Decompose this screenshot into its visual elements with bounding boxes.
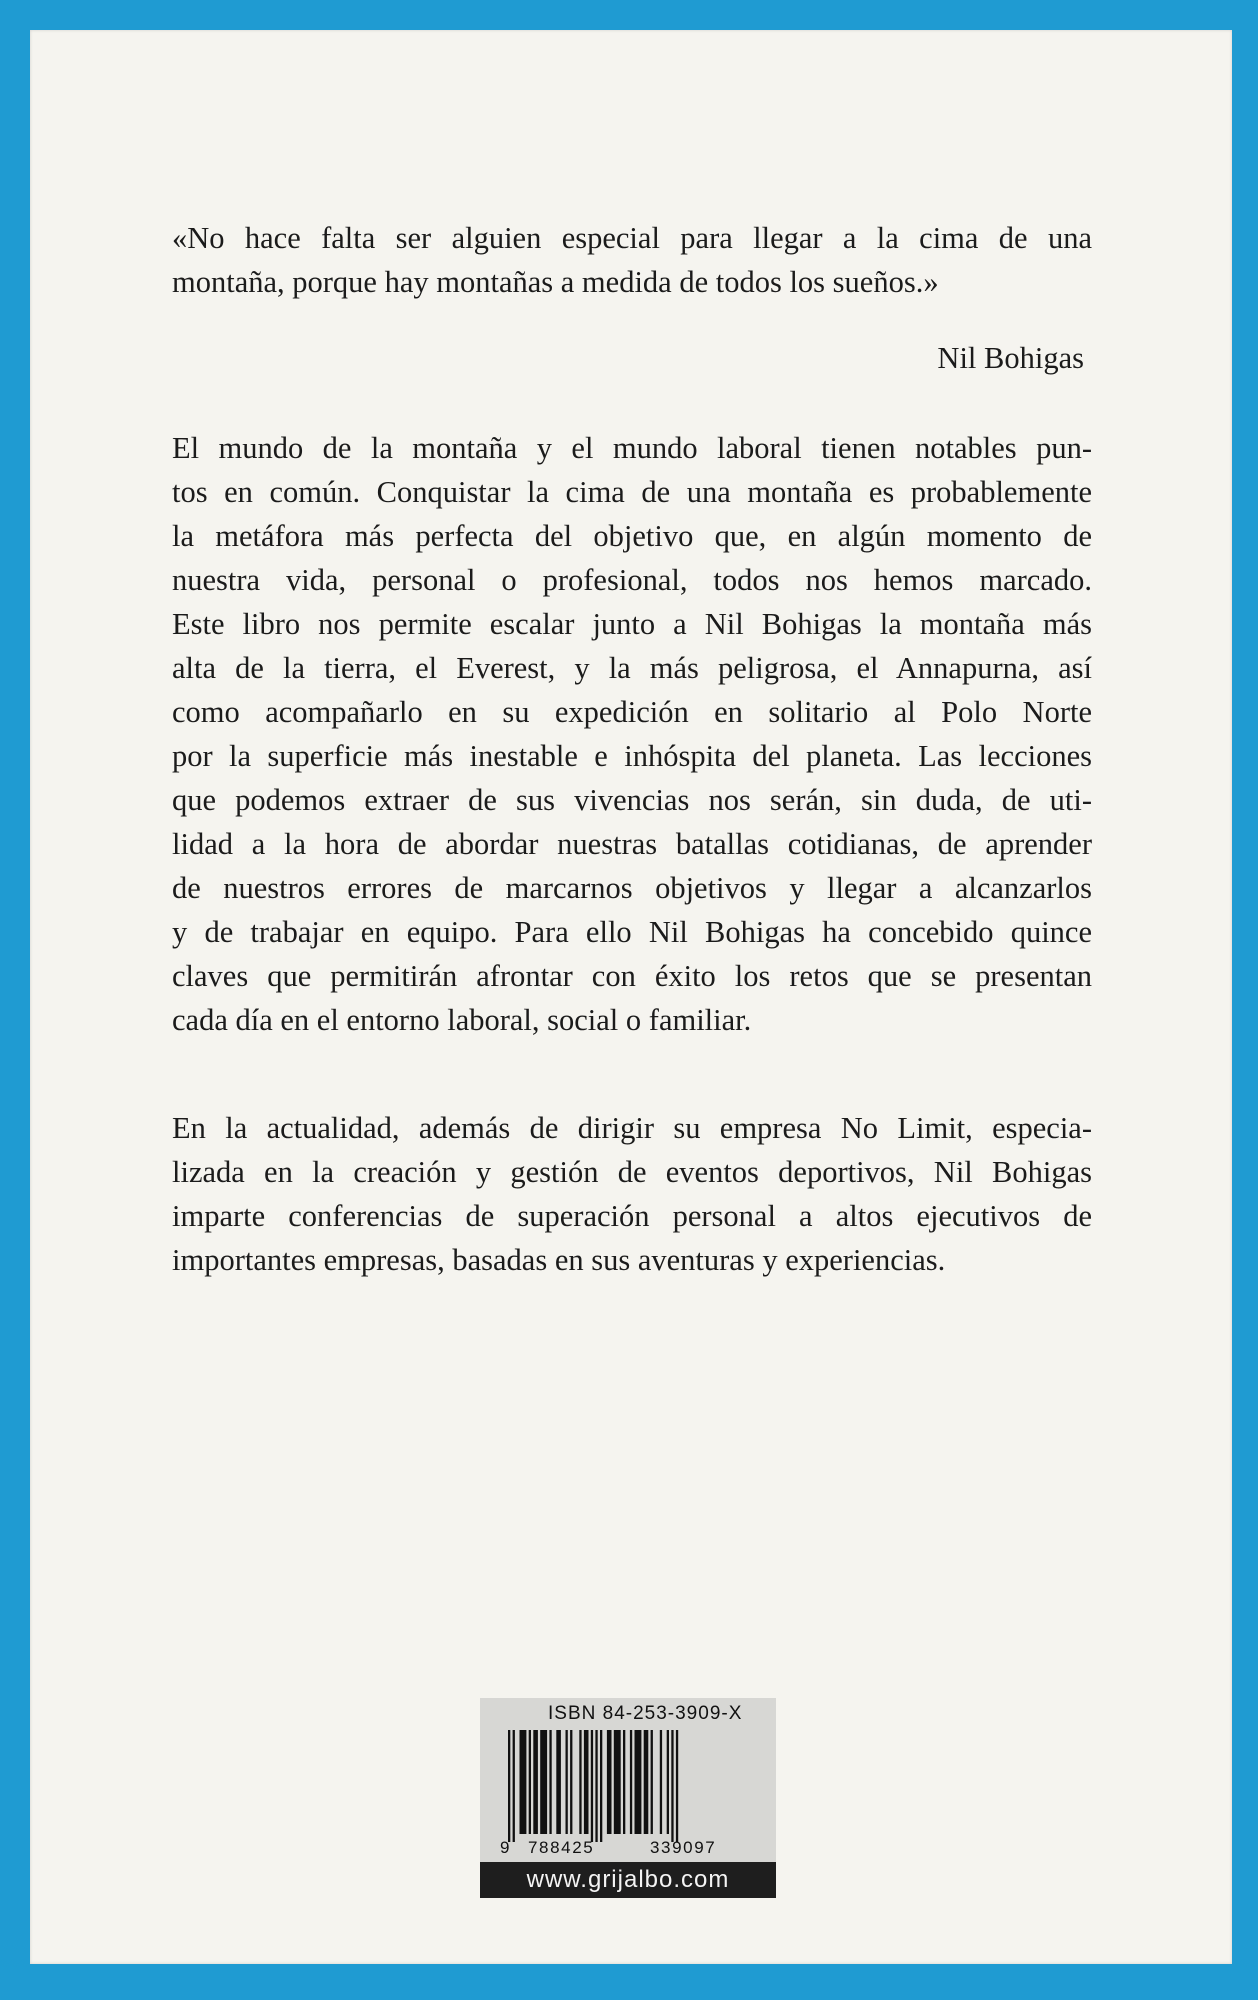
barcode-digit-lead: 9: [500, 1838, 512, 1857]
paragraph-line: la metáfora más perfecta del objetivo que, en algún momento de: [172, 519, 1092, 553]
quote-author: Nil Bohigas: [937, 341, 1084, 375]
barcode-bar: [570, 1730, 572, 1834]
paragraph-line: En la actualidad, además de dirigir su empresa No Limit, especia-: [172, 1111, 1092, 1145]
isbn-barcode-box: [480, 1698, 776, 1898]
barcode-bar: [660, 1730, 662, 1834]
quote-line: montaña, porque hay montañas a medida de todos los sueños.»: [172, 265, 939, 299]
paragraph-line: lidad a la hora de abordar nuestras batallas cotidianas, de aprender: [172, 827, 1092, 861]
publisher-website: www.grijalbo.com: [480, 1862, 776, 1898]
barcode-digit-group: 788425: [528, 1838, 595, 1857]
epigraph-quote: [172, 216, 1092, 304]
paragraph-line: y de trabajar en equipo. Para ello Nil Bohigas ha concebido quince: [172, 915, 1092, 949]
barcode-bar: [508, 1730, 510, 1842]
cover-text-panel: [30, 30, 1232, 1964]
description-paragraph: [172, 426, 1092, 1042]
barcode-bar: [651, 1730, 653, 1834]
barcode-bar: [676, 1730, 678, 1842]
paragraph-line: El mundo de la montaña y el mundo laboral tienen notables pun-: [172, 431, 1092, 465]
barcode-icon: [500, 1730, 756, 1842]
paragraph-line: imparte conferencias de superación personal a altos ejecutivos de: [172, 1199, 1092, 1233]
paragraph-line: Este libro nos permite escalar junto a Nil Bohigas la montaña más: [172, 607, 1092, 641]
barcode-bar: [623, 1730, 625, 1834]
author-bio-paragraph: [172, 1106, 1092, 1282]
barcode-bar: [513, 1730, 515, 1842]
barcode-bar: [671, 1730, 673, 1842]
paragraph-line: por la superficie más inestable e inhóspita del planeta. Las lecciones: [172, 739, 1092, 773]
barcode-bar: [529, 1730, 531, 1834]
barcode-digit-group: 339097: [650, 1838, 717, 1857]
barcode-bar: [607, 1730, 612, 1834]
barcode-bar: [600, 1730, 602, 1842]
paragraph-line: lizada en la creación y gestión de eventos deportivos, Nil Bohigas: [172, 1155, 1092, 1189]
barcode-bar: [635, 1730, 642, 1834]
paragraph-line: cada día en el entorno laboral, social o familiar.: [172, 1003, 752, 1037]
barcode-bar: [540, 1730, 547, 1834]
barcode-bar: [566, 1730, 568, 1834]
barcode-bar: [579, 1730, 581, 1834]
barcode-bar: [520, 1730, 527, 1834]
barcode-bar: [595, 1730, 597, 1842]
paragraph-line: nuestra vida, personal o profesional, todos nos hemos marcado.: [172, 563, 1092, 597]
barcode-bar: [549, 1730, 551, 1834]
paragraph-line: como acompañarlo en su expedición en solitario al Polo Norte: [172, 695, 1092, 729]
paragraph-line: alta de la tierra, el Everest, y la más peligrosa, el Annapurna, así: [172, 651, 1092, 685]
barcode-bar: [667, 1730, 669, 1834]
isbn-label: ISBN 84-253-3909-X: [548, 1703, 743, 1724]
barcode-bar: [644, 1730, 649, 1834]
paragraph-line: tos en común. Conquistar la cima de una montaña es probablemente: [172, 475, 1092, 509]
barcode-bar: [591, 1730, 593, 1842]
quote-line: «No hace falta ser alguien especial para llegar a la cima de una: [172, 221, 1092, 255]
barcode-bar: [556, 1730, 561, 1834]
barcode-bar: [630, 1730, 632, 1834]
paragraph-line: claves que permitirán afrontar con éxito los retos que se presentan: [172, 959, 1092, 993]
barcode-bar: [533, 1730, 538, 1834]
barcode-bar: [584, 1730, 589, 1834]
barcode-bar: [614, 1730, 621, 1834]
paragraph-line: de nuestros errores de marcarnos objetivos y llegar a alcanzarlos: [172, 871, 1092, 905]
paragraph-line: que podemos extraer de sus vivencias nos serán, sin duda, de uti-: [172, 783, 1092, 817]
paragraph-line: importantes empresas, basadas en sus aventuras y experiencias.: [172, 1243, 946, 1277]
